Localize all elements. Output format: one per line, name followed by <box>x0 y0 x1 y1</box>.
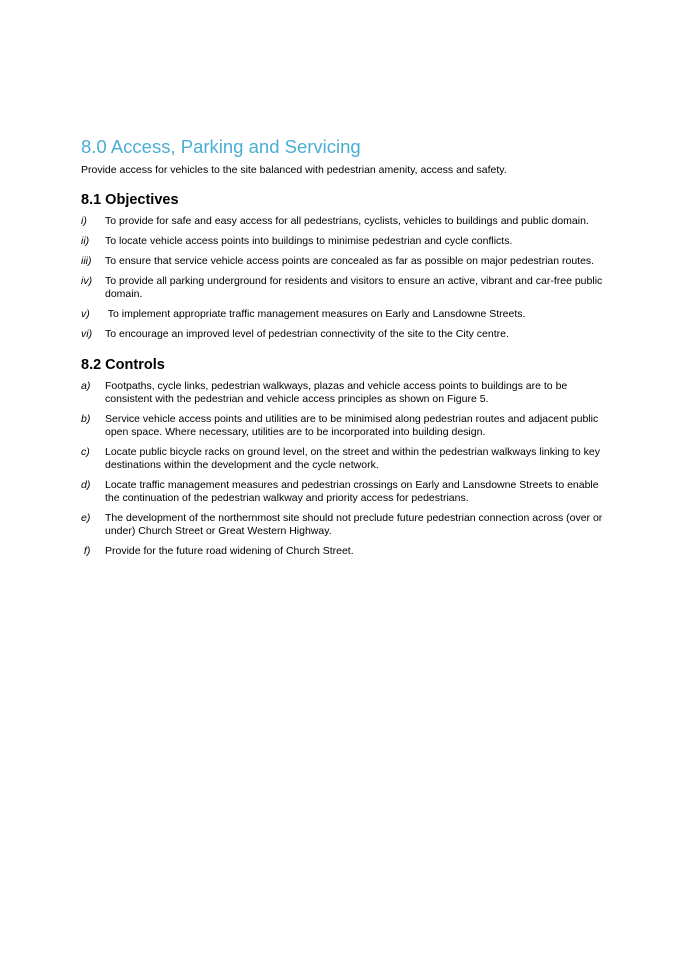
list-marker: e) <box>81 512 91 524</box>
list-marker: f) <box>81 545 91 557</box>
list-text: Service vehicle access points and utilities are to be minimised along pedestrian routes and adjacent public open space. Where necessary, utilities are to be incorporated into building design. <box>105 413 599 438</box>
list-text: To provide for safe and easy access for all pedestrians, cyclists, vehicles to buildings and public domain. <box>105 215 589 227</box>
list-marker: iii) <box>81 255 92 267</box>
list-item <box>81 380 611 406</box>
list-item <box>81 215 611 228</box>
objectives-list <box>81 215 611 348</box>
list-marker: iv) <box>81 275 93 287</box>
list-item <box>81 275 611 301</box>
list-item <box>81 328 611 341</box>
controls-heading: 8.2 Controls <box>81 357 165 373</box>
list-text: To locate vehicle access points into buildings to minimise pedestrian and cycle conflicts. <box>105 235 513 247</box>
controls-list <box>81 380 611 565</box>
section-intro: Provide access for vehicles to the site balanced with pedestrian amenity, access and safety. <box>81 164 507 176</box>
list-marker: c) <box>81 446 90 458</box>
list-marker: b) <box>81 413 91 425</box>
list-marker: a) <box>81 380 91 392</box>
list-text: Provide for the future road widening of Church Street. <box>105 545 354 557</box>
list-marker: v) <box>81 308 90 320</box>
list-text: Locate traffic management measures and pedestrian crossings on Early and Lansdowne Streets to enable the continuation of the pedestrian walkway and priority access for pedestrians. <box>105 479 599 504</box>
list-item <box>81 479 611 505</box>
list-text: Locate public bicycle racks on ground level, on the street and within the pedestrian walkways linking to key destinations within the development and the cycle network. <box>105 446 600 471</box>
list-item <box>81 235 611 248</box>
list-marker: ii) <box>81 235 90 247</box>
list-item <box>81 512 611 538</box>
objectives-heading: 8.1 Objectives <box>81 192 179 208</box>
list-text: To implement appropriate traffic management measures on Early and Lansdowne Streets. <box>105 308 526 320</box>
list-item <box>81 545 611 558</box>
list-marker: vi) <box>81 328 93 340</box>
list-item <box>81 413 611 439</box>
list-text: Footpaths, cycle links, pedestrian walkways, plazas and vehicle access points to buildings are to be consistent with the pedestrian and vehicle access principles as shown on Figure 5. <box>105 380 568 405</box>
list-item <box>81 308 611 321</box>
list-text: To ensure that service vehicle access points are concealed as far as possible on major pedestrian routes. <box>105 255 595 267</box>
list-text: To encourage an improved level of pedestrian connectivity of the site to the City centre. <box>105 328 509 340</box>
list-marker: d) <box>81 479 91 491</box>
list-item <box>81 446 611 472</box>
section-title: 8.0 Access, Parking and Servicing <box>81 136 361 157</box>
list-text: The development of the northernmost site should not preclude future pedestrian connection across (over or under) Church Street or Great Western Highway. <box>105 512 603 537</box>
list-item <box>81 255 611 268</box>
list-marker: i) <box>81 215 87 227</box>
list-text: To provide all parking underground for residents and visitors to ensure an active, vibrant and car-free public domain. <box>105 275 603 300</box>
